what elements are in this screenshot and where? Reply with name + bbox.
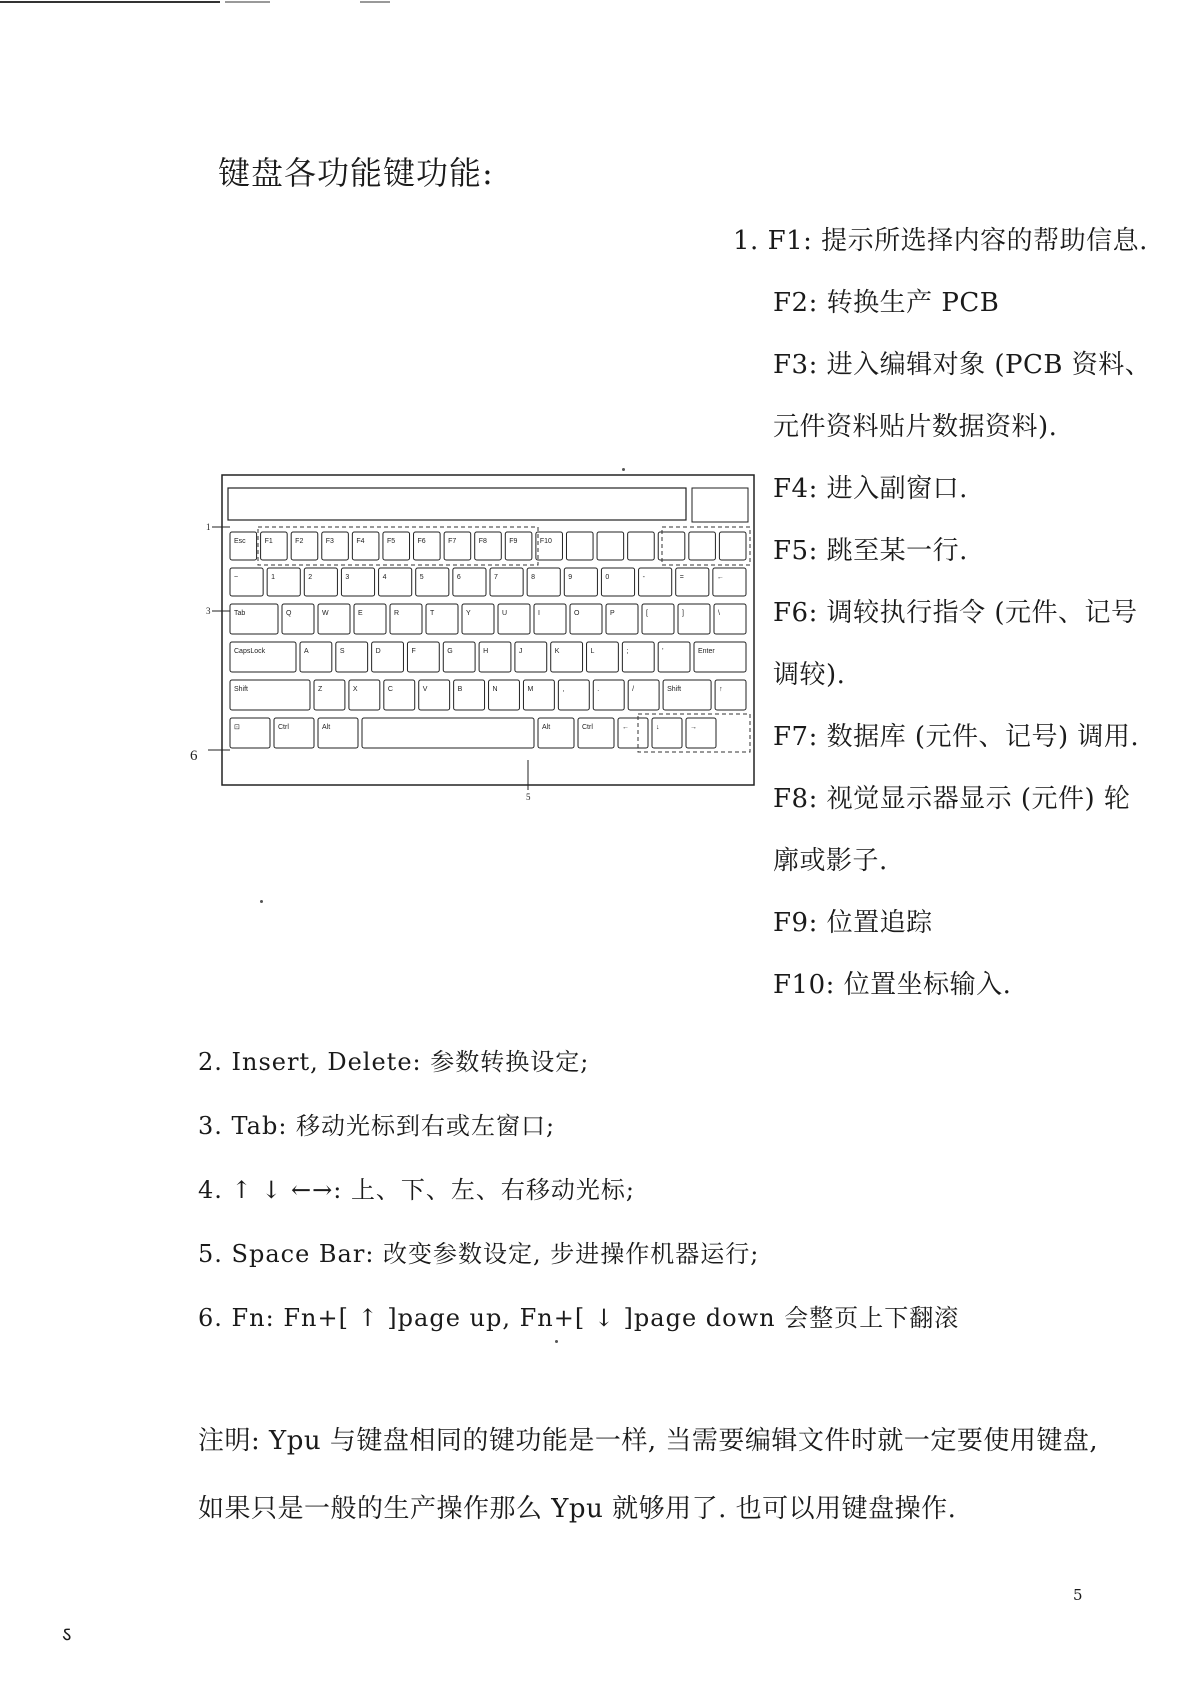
keyboard-key (689, 532, 716, 560)
keyboard-key (475, 532, 502, 560)
key-label: P (610, 610, 615, 617)
keyboard-key (261, 532, 288, 560)
keyboard-key (538, 718, 574, 748)
key-label: F7 (448, 538, 457, 545)
key-label: 9 (568, 574, 573, 581)
keyboard-key (713, 568, 746, 596)
key-label: 3 (345, 574, 350, 581)
key-label: ↓ (656, 724, 660, 731)
key-label: R (394, 610, 400, 617)
key-label: Z (318, 686, 323, 693)
function-line: 廓或影子. (773, 846, 888, 876)
key-label: Alt (322, 724, 331, 731)
list-item: 6. Fn: Fn+[ ↑ ]page up, Fn+[ ↓ ]page down 会整页上下翻滚 (198, 1304, 960, 1332)
key-label: Ctrl (278, 724, 289, 731)
keyboard-key (230, 604, 278, 634)
keyboard-key (274, 718, 314, 748)
key-label: F8 (478, 538, 487, 545)
keyboard-key (558, 680, 589, 710)
key-label: 5 (419, 574, 424, 581)
key-label: X (352, 686, 358, 693)
keyboard-key (642, 604, 674, 634)
keyboard-key (658, 642, 690, 672)
keyboard-key (578, 718, 614, 748)
key-label: 7 (494, 574, 498, 581)
corner-mark: ऽ (62, 1622, 72, 1646)
function-line: F10: 位置坐标输入. (773, 970, 1012, 1000)
callout-label: 6 (190, 748, 198, 764)
key-label: F3 (325, 538, 334, 545)
key-label: 8 (531, 574, 536, 581)
key-label: Esc (234, 538, 246, 545)
keyboard-key (267, 568, 300, 596)
page-heading: 键盘各功能键功能: (218, 154, 494, 192)
key-label: 2 (308, 574, 313, 581)
keyboard-key (676, 568, 709, 596)
keyboard-key (601, 568, 634, 596)
keyboard-key (714, 604, 746, 634)
key-label: L (590, 648, 595, 655)
keyboard-key (628, 532, 655, 560)
keyboard-key (372, 642, 404, 672)
keyboard-key (566, 532, 593, 560)
keyboard-key (622, 642, 654, 672)
key-label: ] (682, 610, 684, 617)
key-label: 0 (605, 574, 610, 581)
scan-speck (622, 468, 625, 471)
keyboard-key (639, 568, 672, 596)
function-key-group (258, 527, 538, 565)
key-label: = (679, 574, 684, 581)
scan-speck (260, 900, 263, 903)
keyboard-key (318, 718, 358, 748)
keyboard-key (694, 642, 746, 672)
key-label: N (492, 686, 498, 693)
keyboard-key (593, 680, 624, 710)
keyboard-key (282, 604, 314, 634)
keyboard-key (527, 568, 560, 596)
keyboard-key (291, 532, 318, 560)
key-label: K (554, 648, 560, 655)
key-label: F5 (386, 538, 396, 545)
key-label: CapsLock (234, 648, 266, 655)
function-line: F7: 数据库 (元件、记号) 调用. (773, 722, 1140, 752)
keyboard-key (663, 680, 711, 710)
keyboard-key (490, 568, 523, 596)
keyboard-key (564, 568, 597, 596)
key-label: F4 (356, 538, 365, 545)
note-line: 如果只是一般的生产操作那么 Ypu 就够用了. 也可以用键盘操作. (198, 1494, 957, 1524)
callout-label: 1 (206, 522, 211, 532)
key-label: U (502, 610, 508, 617)
keyboard-key (498, 604, 530, 634)
callout-label: 3 (206, 606, 211, 616)
key-label: 6 (456, 574, 461, 581)
function-line: F2: 转换生产 PCB (773, 288, 1000, 318)
key-label: C (387, 686, 393, 693)
keyboard-key (230, 642, 296, 672)
key-label: E (358, 610, 363, 617)
keyboard-key (341, 568, 374, 596)
key-label: Alt (542, 724, 551, 731)
key-label: I (538, 610, 540, 617)
keyboard-key (515, 642, 547, 672)
keyboard-key (383, 532, 410, 560)
keyboard-key (407, 642, 439, 672)
key-label: [ (646, 610, 648, 617)
function-line: 1. F1: 提示所选择内容的帮助信息. (733, 226, 1148, 256)
key-rows (230, 527, 750, 752)
key-label: F10 (539, 538, 552, 545)
keyboard-key (505, 532, 532, 560)
page-number: 5 (1073, 1586, 1083, 1604)
list-item: 2. Insert, Delete: 参数转换设定; (198, 1048, 590, 1076)
keyboard-key (606, 604, 638, 634)
keyboard-key (416, 568, 449, 596)
key-label: T (430, 610, 435, 617)
keyboard-key (489, 680, 520, 710)
keyboard-key (628, 680, 659, 710)
key-label: F (411, 648, 416, 655)
key-label: Y (466, 610, 471, 617)
keyboard-key (523, 680, 554, 710)
keyboard-key (652, 718, 682, 748)
function-line: F3: 进入编辑对象 (PCB 资料、 (773, 350, 1152, 380)
function-line: F9: 位置追踪 (773, 908, 933, 938)
top-scan-line (0, 0, 400, 6)
key-label: . (597, 686, 600, 693)
keyboard-key (719, 532, 746, 560)
function-line: F6: 调较执行指令 (元件、记号 (773, 598, 1138, 628)
key-label: Q (286, 610, 292, 617)
list-item: 5. Space Bar: 改变参数设定, 步进操作机器运行; (198, 1240, 760, 1268)
key-label: F9 (509, 538, 518, 545)
key-label: B (457, 686, 463, 693)
function-line: 调较). (773, 660, 846, 690)
key-label: Shift (234, 686, 249, 693)
keyboard-key (479, 642, 511, 672)
key-label: G (447, 648, 453, 655)
keyboard-key (230, 568, 263, 596)
keyboard-key (426, 604, 458, 634)
key-label: ; (626, 648, 629, 655)
keyboard-key (597, 532, 624, 560)
function-line: F8: 视觉显示器显示 (元件) 轮 (773, 784, 1131, 814)
keyboard-key (354, 604, 386, 634)
key-label: Shift (667, 686, 682, 693)
keyboard-key (322, 532, 349, 560)
indicator-panel (692, 488, 748, 522)
key-label: J (518, 648, 523, 655)
key-label: \ (718, 610, 720, 617)
keyboard-key (443, 642, 475, 672)
list-item: 4. ↑ ↓ ←→: 上、下、左、右移动光标; (198, 1176, 636, 1204)
keyboard-key (379, 568, 412, 596)
function-line: F4: 进入副窗口. (773, 474, 968, 504)
key-label: → (690, 724, 697, 731)
keyboard-key (349, 680, 380, 710)
keyboard-key (336, 642, 368, 672)
keyboard-key (304, 568, 337, 596)
key-label: - (642, 574, 645, 581)
key-label: ' (662, 648, 664, 655)
keyboard-key (384, 680, 415, 710)
keyboard-key (715, 680, 746, 710)
list-item: 3. Tab: 移动光标到右或左窗口; (198, 1112, 556, 1140)
keyboard-key (551, 642, 583, 672)
keyboard-key (419, 680, 450, 710)
key-label: / (632, 686, 635, 693)
keyboard-key (534, 604, 566, 634)
key-label: H (483, 648, 489, 655)
keyboard-key (536, 532, 563, 560)
special-key-group (662, 527, 750, 565)
key-label: F6 (417, 538, 426, 545)
callouts (190, 522, 534, 802)
keyboard-key (300, 642, 332, 672)
keyboard-key (318, 604, 350, 634)
key-label: V (422, 686, 428, 693)
key-label: O (574, 610, 580, 617)
callout-label: 5 (526, 792, 531, 802)
keyboard-diagram (190, 470, 766, 810)
key-label: A (304, 648, 309, 655)
key-label: M (527, 686, 534, 693)
note-line: 注明: Ypu 与键盘相同的键功能是一样, 当需要编辑文件时就一定要使用键盘, (198, 1426, 1099, 1456)
key-label: ↑ (719, 686, 723, 693)
keyboard-key (230, 532, 257, 560)
keyboard-key (454, 680, 485, 710)
keyboard-figure (190, 470, 766, 814)
keyboard-key (444, 532, 471, 560)
key-label: ⊡ (234, 724, 240, 731)
function-line: 元件资料贴片数据资料). (773, 412, 1058, 442)
key-label: Ctrl (582, 724, 593, 731)
display-strip (228, 488, 686, 520)
keyboard-key (352, 532, 379, 560)
keyboard-key (686, 718, 716, 748)
key-label: ~ (234, 574, 239, 581)
keyboard-key (462, 604, 494, 634)
keyboard-key (414, 532, 441, 560)
function-line: F5: 跳至某一行. (773, 536, 968, 566)
keyboard-key (230, 718, 270, 748)
keyboard-key (678, 604, 710, 634)
scan-speck (555, 1340, 558, 1343)
keyboard-key (362, 718, 534, 748)
keyboard-key (570, 604, 602, 634)
key-label: Enter (698, 648, 715, 655)
keyboard-key (587, 642, 619, 672)
key-label: 4 (382, 574, 387, 581)
keyboard-key (453, 568, 486, 596)
keyboard-key (618, 718, 648, 748)
arrow-key-group (638, 714, 750, 752)
key-label: W (322, 610, 329, 617)
key-label: , (562, 686, 565, 693)
keyboard-key (230, 680, 310, 710)
keyboard-key (314, 680, 345, 710)
key-label: Tab (234, 610, 246, 617)
keyboard-key (390, 604, 422, 634)
key-label: D (375, 648, 381, 655)
key-label: 1 (271, 574, 276, 581)
key-label: ← (716, 574, 724, 581)
key-label: ← (622, 724, 629, 731)
key-label: S (339, 648, 345, 655)
key-label: F1 (264, 538, 273, 545)
key-label: F2 (295, 538, 304, 545)
